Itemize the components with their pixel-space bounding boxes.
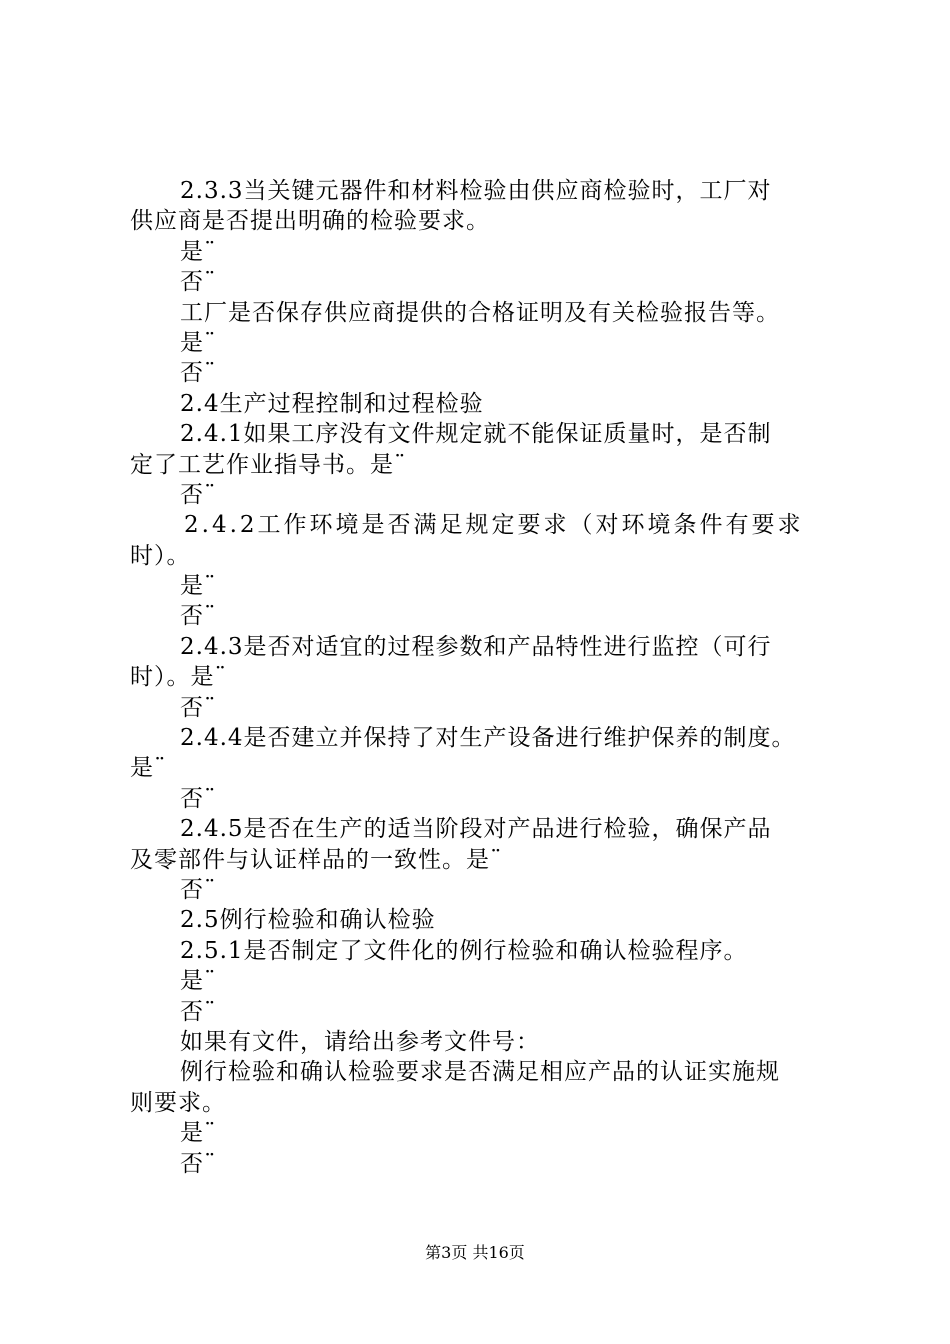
answer-yes: 是¨ [180, 573, 217, 600]
answer-yes: 是¨ [130, 755, 167, 782]
answer-yes: 是¨ [180, 1120, 217, 1147]
answer-no: 否¨ [180, 694, 217, 721]
text-line: 及零部件与认证样品的一致性。是¨ [130, 846, 503, 873]
text-line: 例行检验和确认检验要求是否满足相应产品的认证实施规 [180, 1059, 780, 1086]
answer-yes: 是¨ [180, 238, 217, 265]
answer-no: 否¨ [180, 603, 217, 630]
text-line: 2.3.3当关键元器件和材料检验由供应商检验时，工厂对 [180, 178, 772, 204]
text-line: 时）。 [130, 542, 191, 569]
text-line: 2.4.5是否在生产的适当阶段对产品进行检验，确保产品 [180, 816, 772, 843]
text-line: 如果有文件，请给出参考文件号： [180, 1028, 540, 1055]
text-line: 工厂是否保存供应商提供的合格证明及有关检验报告等。 [180, 299, 780, 326]
answer-no: 否¨ [180, 876, 217, 903]
page-number-footer: 第3页 共16页 [425, 1243, 525, 1262]
answer-no: 否¨ [180, 481, 217, 508]
answer-no: 否¨ [180, 269, 217, 296]
document-body [130, 176, 835, 1179]
text-line: 时）。是¨ [130, 664, 227, 691]
text-line: 2.4.2工作环境是否满足规定要求（对环境条件有要求 [184, 512, 804, 539]
text-line: 2.5.1是否制定了文件化的例行检验和确认检验程序。 [180, 937, 748, 964]
answer-yes: 是¨ [180, 329, 217, 356]
text-line: 则要求。 [130, 1089, 226, 1116]
text-line: 定了工艺作业指导书。是¨ [130, 451, 407, 478]
text-line: 供应商是否提出明确的检验要求。 [130, 208, 490, 235]
answer-yes: 是¨ [180, 968, 217, 995]
answer-no: 否¨ [180, 1150, 217, 1177]
section-heading: 2.5例行检验和确认检验 [180, 907, 436, 934]
answer-no: 否¨ [180, 785, 217, 812]
text-line: 2.4.4是否建立并保持了对生产设备进行维护保养的制度。 [180, 725, 796, 752]
text-line: 2.4.1如果工序没有文件规定就不能保证质量时，是否制 [180, 421, 772, 448]
answer-no: 否¨ [180, 360, 217, 387]
text-line: 2.4.3是否对适宜的过程参数和产品特性进行监控（可行 [180, 633, 772, 660]
answer-no: 否¨ [180, 998, 217, 1025]
section-heading: 2.4生产过程控制和过程检验 [180, 390, 484, 417]
